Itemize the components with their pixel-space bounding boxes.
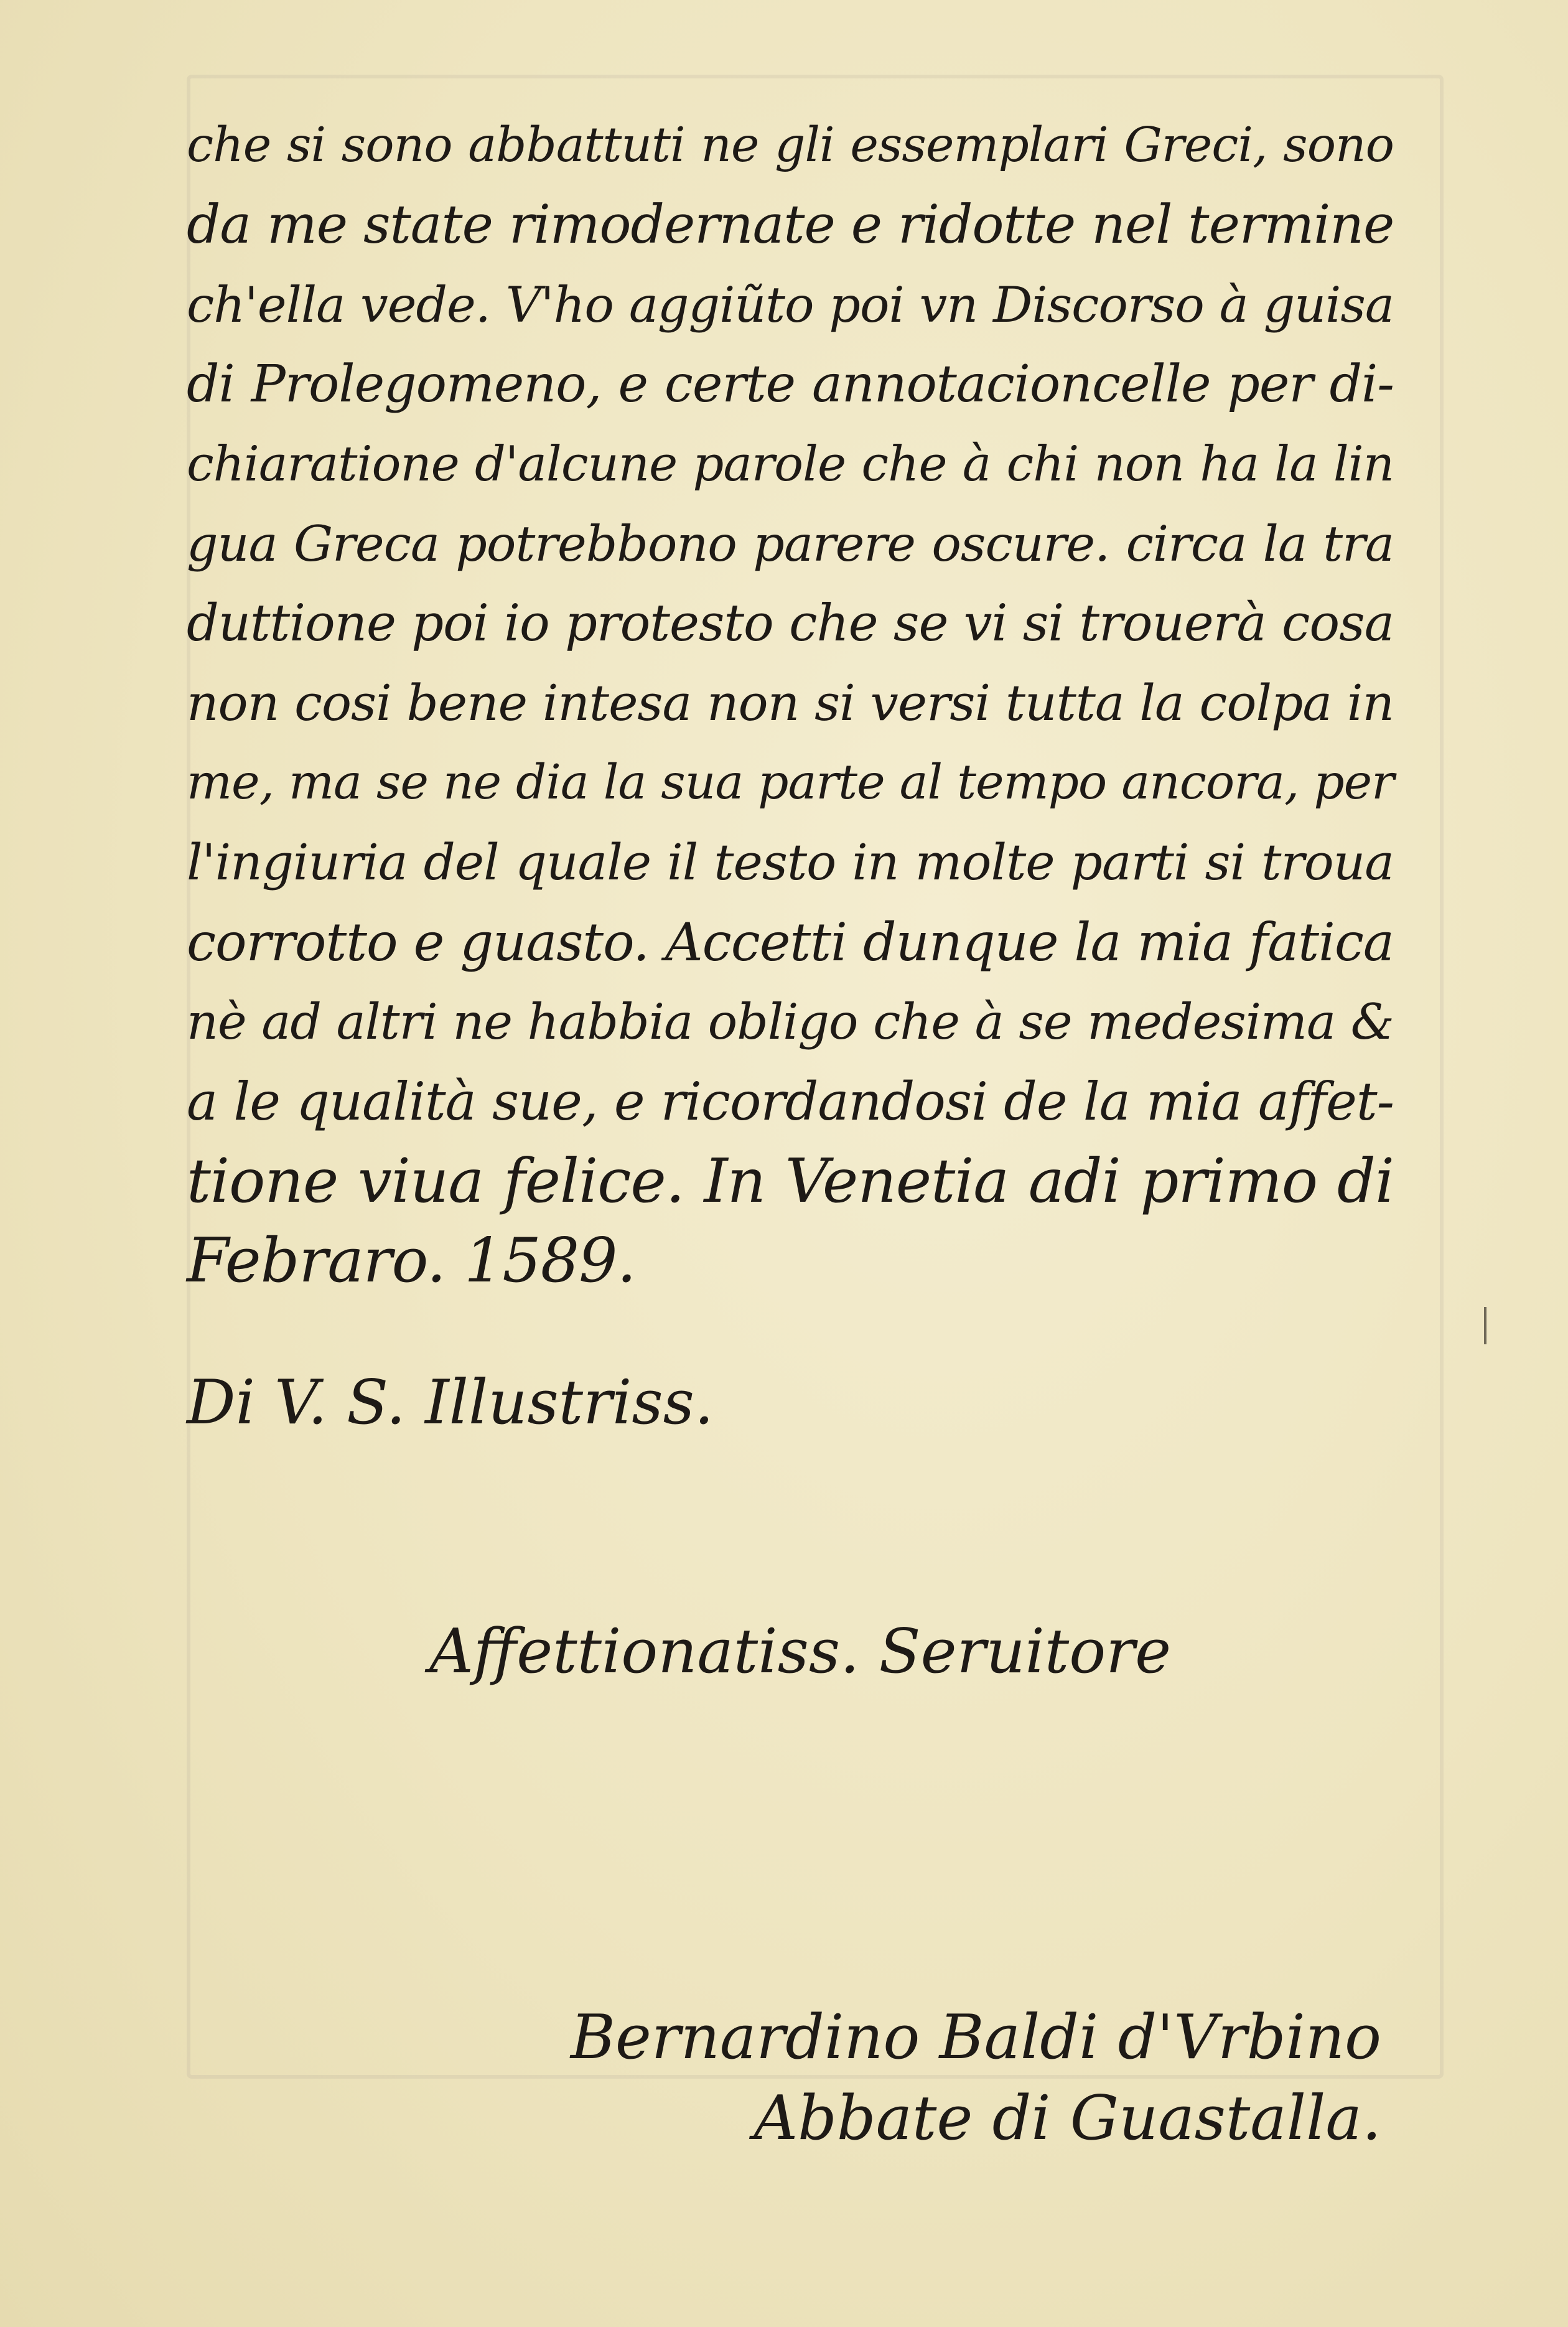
text-line: da me state rimodernate e ridotte nel termine — [187, 194, 1394, 256]
text-line: me, ma se ne dia la sua parte al tempo ancora, per — [187, 755, 1394, 810]
text-line: a le qualità sue, e ricordandosi de la mia affet- — [187, 1071, 1394, 1132]
text-line: ch'ella vede. V'ho aggiũto poi vn Discorso à guisa — [187, 276, 1394, 334]
dedication-body — [187, 106, 1394, 1301]
signer-title: Abbate di Guastalla. — [754, 2083, 1381, 2154]
text-line: gua Greca potrebbono parere oscure. circa la tra — [187, 515, 1394, 573]
text-line: nè ad altri ne habbia obligo che à se medesima & — [187, 993, 1394, 1051]
text-line-date: Febraro. 1589. — [187, 1225, 636, 1296]
servant-closing: Affettionatiss. Seruitore — [429, 1616, 1172, 1687]
text-line: chiaratione d'alcune parole che à chi non ha la lin — [187, 436, 1394, 492]
text-line: duttione poi io protesto che se vi si trouerà cosa — [187, 594, 1394, 653]
salutation: Di V. S. Illustriss. — [187, 1367, 714, 1438]
text-line: non cosi bene intesa non si versi tutta la colpa in — [187, 674, 1394, 732]
text-line: che si sono abbattuti ne gli essemplari Greci, sono — [187, 118, 1394, 173]
margin-mark — [1484, 1307, 1486, 1344]
text-line: l'ingiuria del quale il testo in molte parti si troua — [187, 833, 1394, 891]
text-line: corrotto e guasto. Accetti dunque la mia fatica — [187, 912, 1394, 973]
text-line: di Prolegomeno, e certe annotacioncelle per di- — [187, 355, 1394, 414]
text-line: tione viua felice. In Venetia adi primo di — [187, 1146, 1394, 1216]
signer-name: Bernardino Baldi d'Vrbino — [570, 2002, 1381, 2073]
